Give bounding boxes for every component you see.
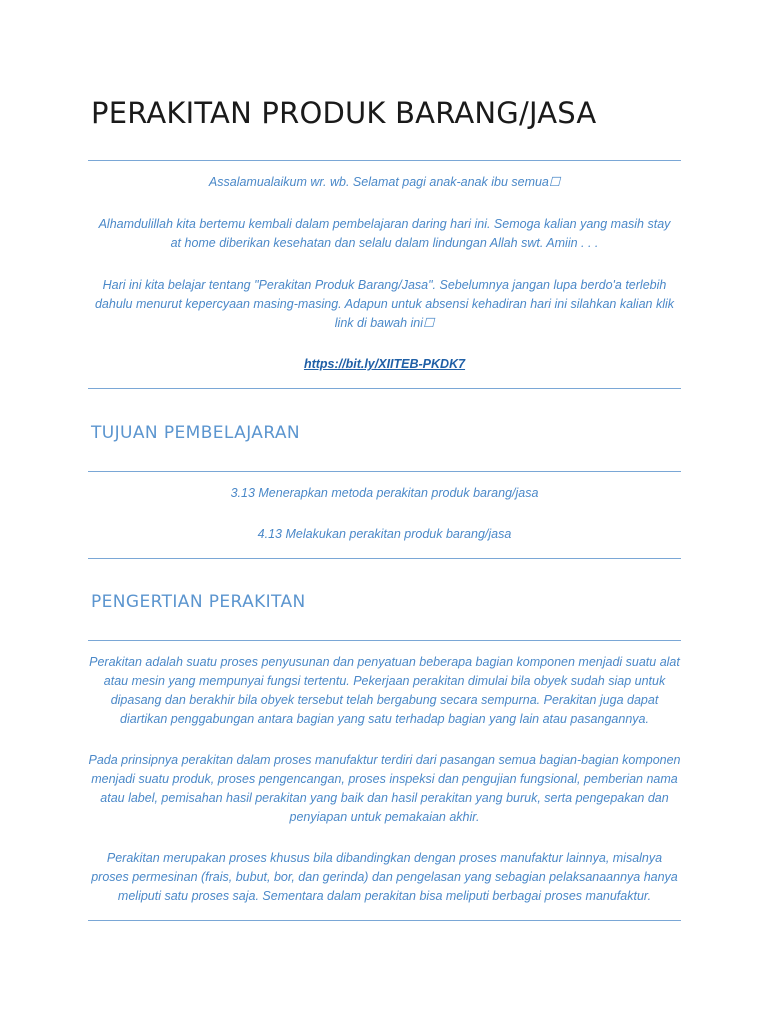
divider [88,471,681,472]
greeting-text: Assalamualaikum wr. wb. Selamat pagi anak-anak ibu semua☐ [208,175,561,189]
intro-paragraph: Alhamdulillah kita bertemu kembali dalam pembelajaran daring hari ini. Semoga kalian yang masih stay at home diberikan kesehatan dan selalu dalam lindungan Allah swt. Amiin . . . [98,217,671,250]
absensi-link[interactable]: https://bit.ly/XIITEB-PKDK7 [303,357,466,371]
divider [88,388,681,389]
divider [88,640,681,641]
divider [88,920,681,921]
absensi-paragraph: Hari ini kita belajar tentang "Perakitan Produk Barang/Jasa". Sebelumnya jangan lupa berdo'a terlebih dahulu menurut kepercyaan masing-masing. Adapun untuk absensi kehadiran hari ini silahkan kalian klik link di bawah ini☐ [94,278,675,330]
divider [88,160,681,161]
pengertian-paragraph-2: Pada prinsipnya perakitan dalam proses manufaktur terdiri dari pasangan semua bagian-bagian komponen menjadi suatu produk, proses pengencangan, proses inspeksi dan pengujian fungsional, pemberian nama atau label, pemisahan hasil perakitan yang baik dan hasil perakitan yang buruk, serta pengepakan dan penyiapan untuk pemakaian akhir. [88,753,681,824]
tujuan-item-2: 4.13 Melakukan perakitan produk barang/jasa [257,527,512,541]
page-title: PERAKITAN PRODUK BARANG/JASA [91,96,597,130]
pengertian-paragraph-1: Perakitan adalah suatu proses penyusunan dan penyatuan beberapa bagian komponen menjadi suatu alat atau mesin yang mempunyai fungsi tertentu. Pekerjaan perakitan dimulai bila obyek sudah siap untuk dipasang dan berakhir bila obyek tersebut telah bergabung secara sempurna. Perakitan juga dapat diartikan penggabungan antara bagian yang satu terhadap bagian yang lain atau pasangannya. [89,655,680,726]
pengertian-heading: PENGERTIAN PERAKITAN [91,592,306,612]
pengertian-paragraph-3: Perakitan merupakan proses khusus bila dibandingkan dengan proses manufaktur lainnya, misalnya proses permesinan (frais, bubut, bor, dan gerinda) dan pengelasan yang sebagian pelaksanaannya hanya meliputi satu proses saja. Sementara dalam perakitan bisa meliputi berbagai proses manufaktur. [91,851,678,903]
tujuan-heading: TUJUAN PEMBELAJARAN [91,423,301,443]
divider [88,558,681,559]
absensi-link-wrapper [88,355,681,374]
tujuan-item-1: 3.13 Menerapkan metoda perakitan produk barang/jasa [230,486,539,500]
